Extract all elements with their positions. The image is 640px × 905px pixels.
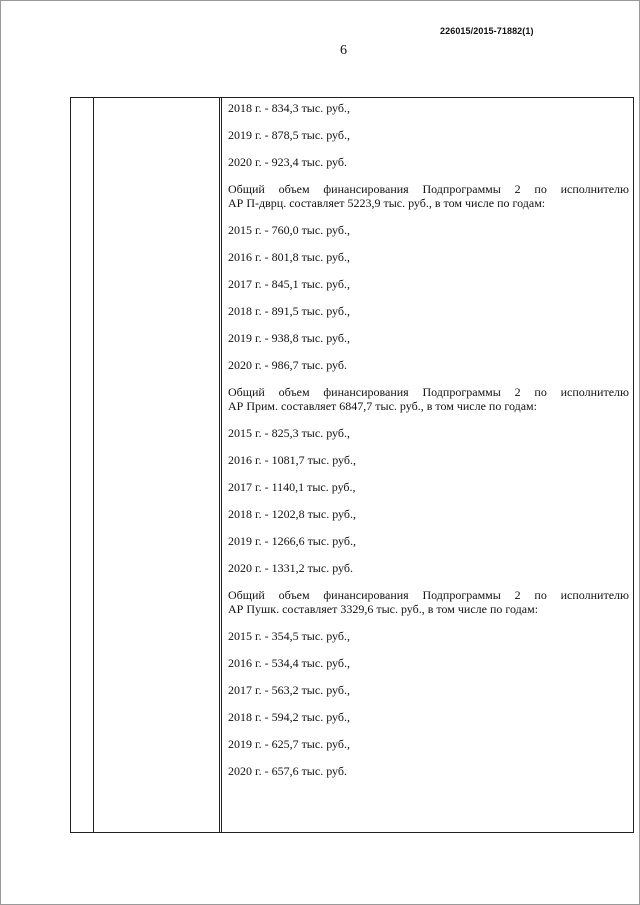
- document-id: 226015/2015-71882(1): [440, 26, 534, 36]
- paragraph-line: АР П-двpц. составляет 5223,9 тыс. руб., в том числе по годам:: [228, 196, 546, 210]
- funding-paragraph-pushk: [228, 588, 629, 616]
- funding-paragraph-pdvrc: [228, 182, 629, 210]
- funding-line: 2017 г. - 1140,1 тыс. руб.,: [228, 480, 356, 494]
- funding-line: 2015 г. - 760,0 тыс. руб.,: [228, 223, 350, 237]
- paragraph-line: АР Пушк. составляет 3329,6 тыс. руб., в том числе по годам:: [228, 602, 539, 616]
- paragraph-line: АР Прим. составляет 6847,7 тыс. руб., в том числе по годам:: [228, 399, 537, 413]
- funding-line: 2020 г. - 1331,2 тыс. руб.: [228, 561, 353, 575]
- page-number: 6: [340, 43, 347, 58]
- funding-table: [70, 97, 634, 833]
- table-column-divider-2-double: [221, 98, 222, 832]
- funding-cell: [228, 101, 629, 791]
- funding-line: 2018 г. - 594,2 тыс. руб.,: [228, 710, 350, 724]
- table-column-divider-2: [219, 98, 220, 832]
- funding-line: 2018 г. - 891,5 тыс. руб.,: [228, 304, 350, 318]
- funding-line: 2015 г. - 354,5 тыс. руб.,: [228, 629, 350, 643]
- funding-line: 2019 г. - 625,7 тыс. руб.,: [228, 737, 350, 751]
- funding-line: 2019 г. - 938,8 тыс. руб.,: [228, 331, 350, 345]
- funding-line: 2017 г. - 845,1 тыс. руб.,: [228, 277, 350, 291]
- paragraph-line: Общий объем финансирования Подпрограммы 2 по исполнителю: [228, 182, 629, 196]
- funding-line: 2015 г. - 825,3 тыс. руб.,: [228, 426, 350, 440]
- funding-line: 2018 г. - 834,3 тыс. руб.,: [228, 101, 350, 115]
- funding-line: 2017 г. - 563,2 тыс. руб.,: [228, 683, 350, 697]
- funding-line: 2020 г. - 657,6 тыс. руб.: [228, 764, 347, 778]
- funding-line: 2016 г. - 1081,7 тыс. руб.,: [228, 453, 356, 467]
- funding-line: 2019 г. - 878,5 тыс. руб.,: [228, 128, 350, 142]
- paragraph-line: Общий объем финансирования Подпрограммы 2 по исполнителю: [228, 588, 629, 602]
- funding-line: 2018 г. - 1202,8 тыс. руб.,: [228, 507, 356, 521]
- funding-line: 2019 г. - 1266,6 тыс. руб.,: [228, 534, 356, 548]
- funding-line: 2016 г. - 534,4 тыс. руб.,: [228, 656, 350, 670]
- funding-line: 2020 г. - 923,4 тыс. руб.: [228, 155, 347, 169]
- paragraph-line: Общий объем финансирования Подпрограммы 2 по исполнителю: [228, 385, 629, 399]
- funding-line: 2016 г. - 801,8 тыс. руб.,: [228, 250, 350, 264]
- table-column-divider-1: [93, 98, 94, 832]
- funding-line: 2020 г. - 986,7 тыс. руб.: [228, 358, 347, 372]
- funding-paragraph-prim: [228, 385, 629, 413]
